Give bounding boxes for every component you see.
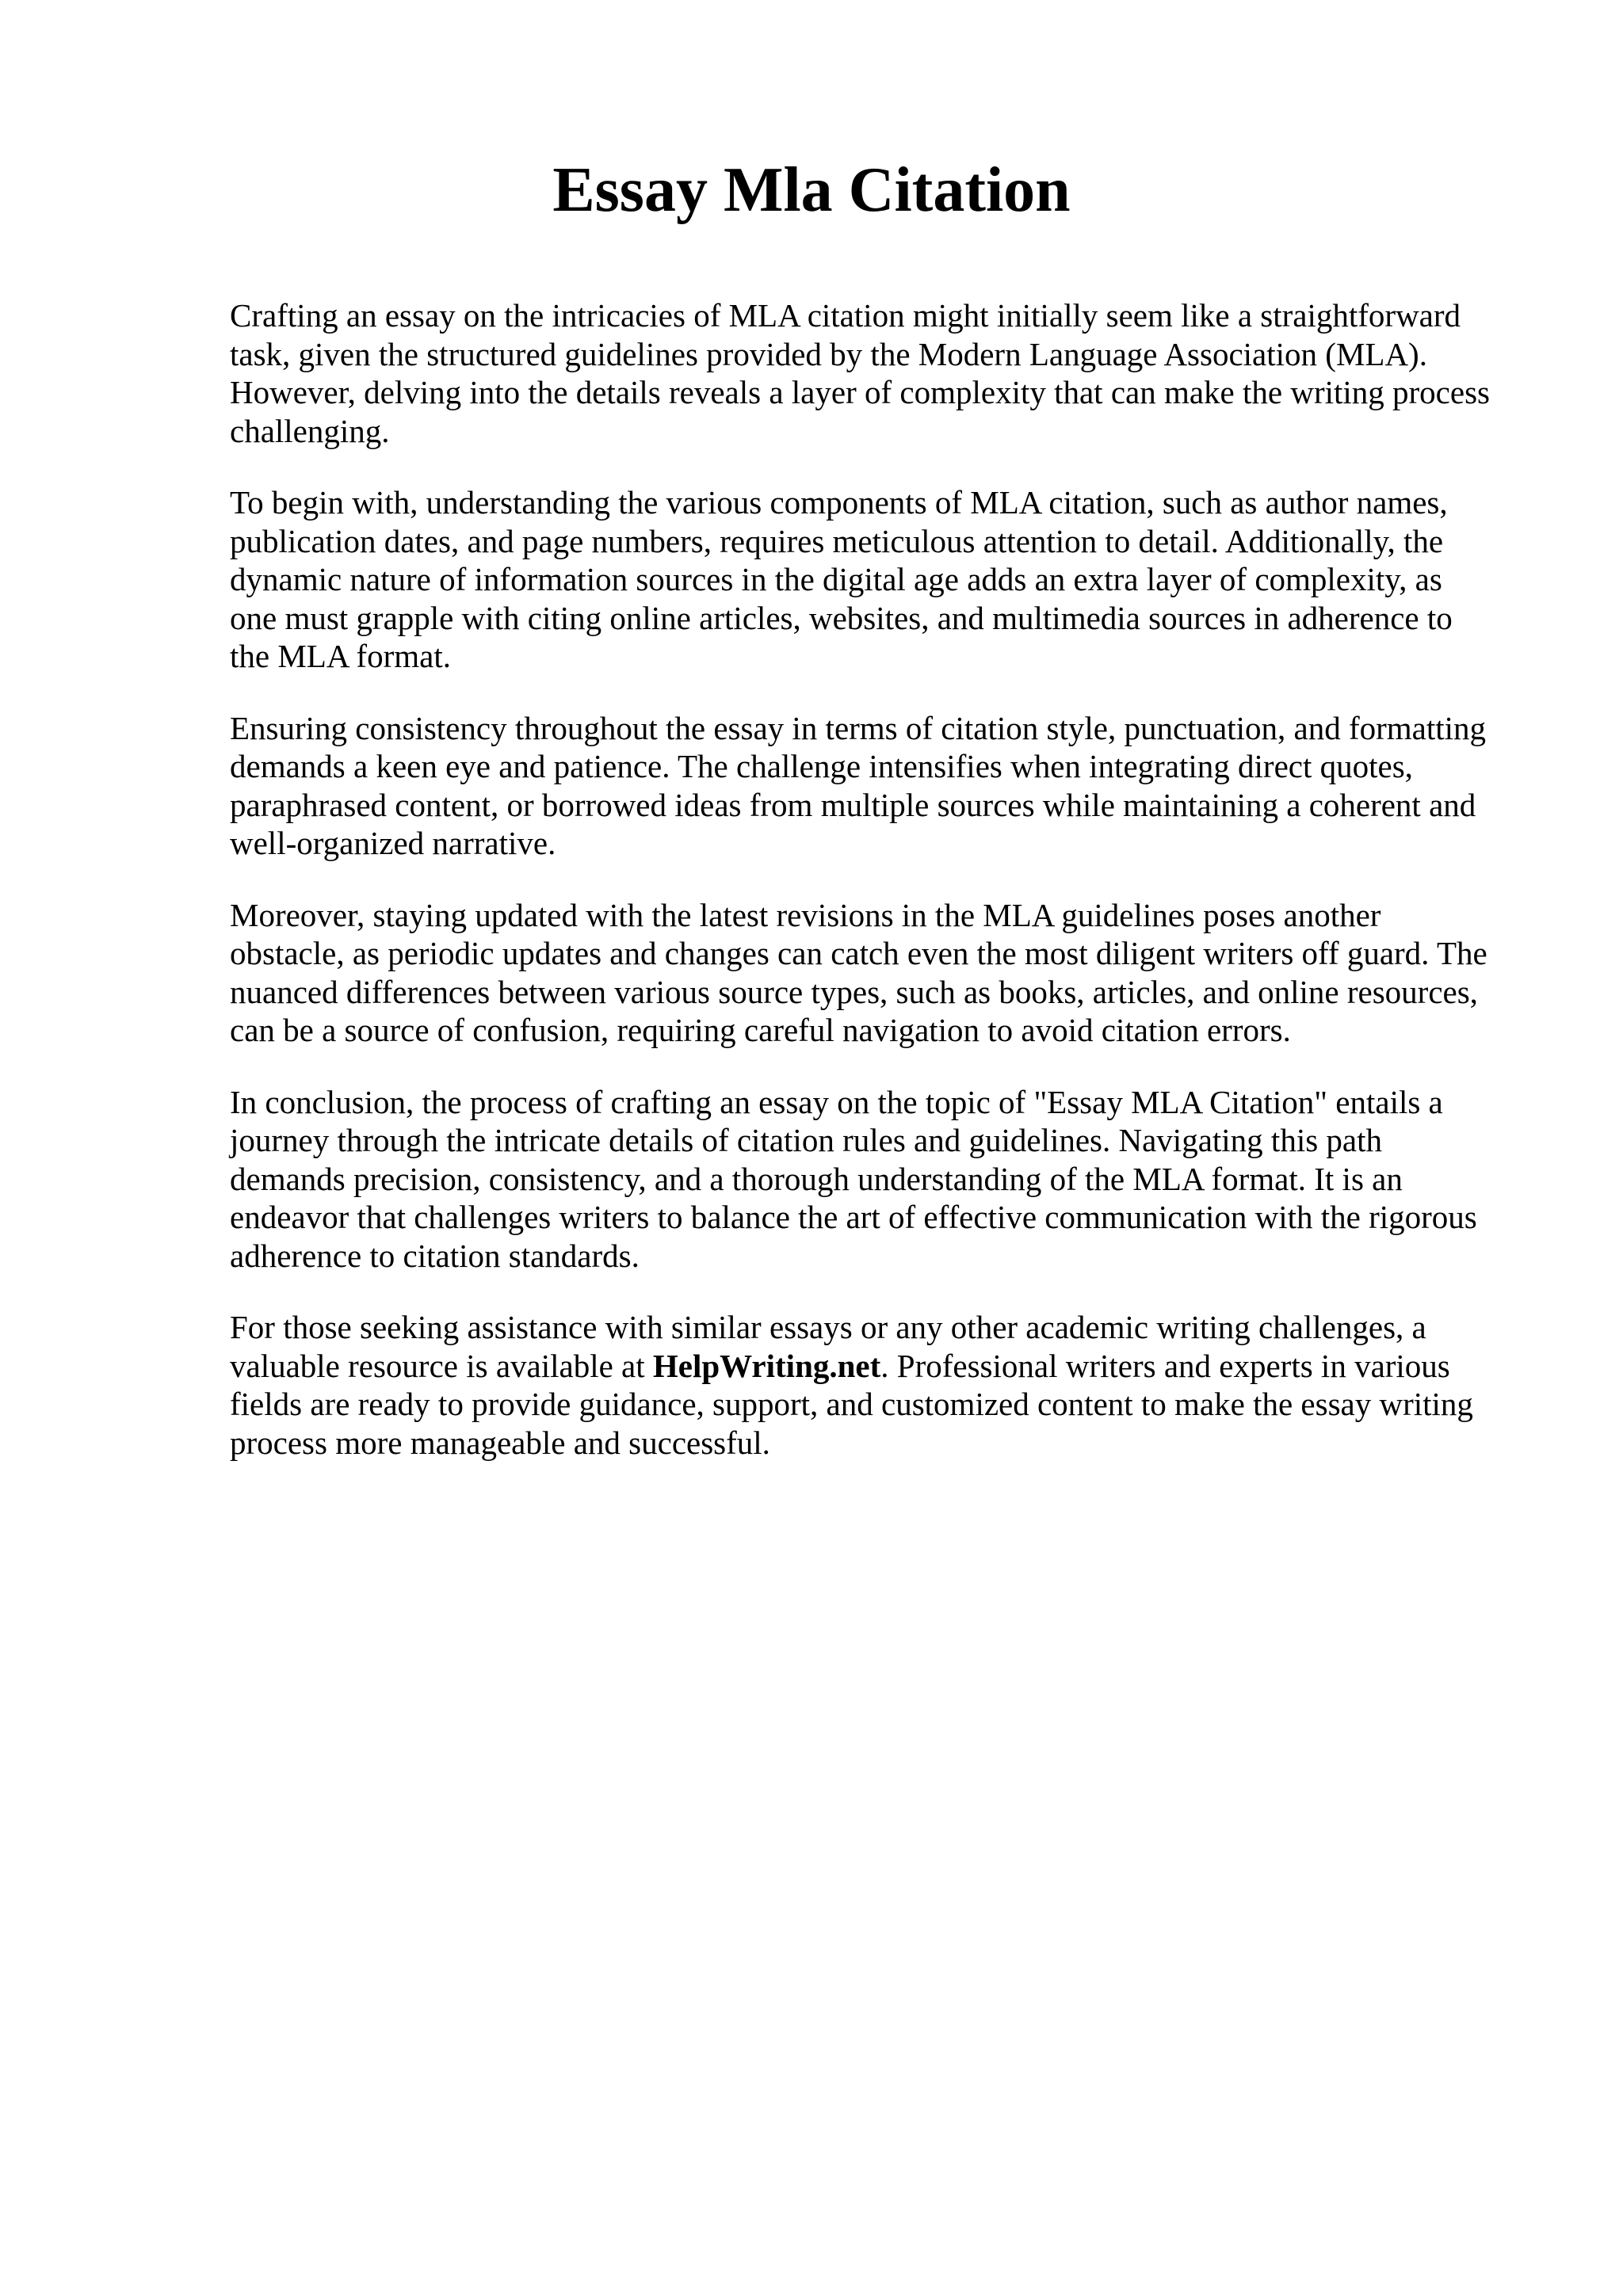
paragraph-line: can be a source of confusion, requiring careful navigation to avoid citation errors. [230, 1012, 1291, 1048]
paragraph-components [230, 483, 1507, 676]
closing-text-before-link: valuable resource is available at [230, 1347, 653, 1384]
paragraph-line: adherence to citation standards. [230, 1237, 640, 1274]
paragraph-consistency [230, 709, 1507, 863]
paragraph-line: Ensuring consistency throughout the essay in terms of citation style, punctuation, and formatting [230, 709, 1487, 746]
paragraph-conclusion [230, 1083, 1507, 1276]
paragraph-intro [230, 296, 1507, 450]
paragraph-line: journey through the intricate details of citation rules and guidelines. Navigating this path [230, 1122, 1382, 1158]
paragraph-line: dynamic nature of information sources in the digital age adds an extra layer of complexity, as [230, 561, 1442, 597]
paragraph-line: the MLA format. [230, 638, 451, 674]
paragraph-line: well-organized narrative. [230, 825, 556, 861]
closing-text-after-link: . Professional writers and experts in various [880, 1347, 1450, 1384]
paragraph-line: publication dates, and page numbers, requires meticulous attention to detail. Additionally, the [230, 522, 1444, 559]
paragraph-line: demands precision, consistency, and a thorough understanding of the MLA format. It is an [230, 1160, 1403, 1197]
document-title: Essay Mla Citation [552, 155, 1071, 225]
paragraph-line: To begin with, understanding the various components of MLA citation, such as author names, [230, 484, 1448, 521]
paragraph-closing [230, 1308, 1507, 1462]
helpwriting-link[interactable]: HelpWriting.net [652, 1347, 881, 1384]
document-body [230, 296, 1507, 1495]
paragraph-line [230, 1347, 1507, 1386]
paragraph-line: one must grapple with citing online articles, websites, and multimedia sources in adherence to [230, 599, 1453, 636]
paragraph-line: demands a keen eye and patience. The challenge intensifies when integrating direct quotes, [230, 748, 1413, 784]
paragraph-line: task, given the structured guidelines provided by the Modern Language Association (MLA). [230, 335, 1427, 372]
paragraph-line: challenging. [230, 412, 390, 449]
paragraph-line: obstacle, as periodic updates and changes can catch even the most diligent writers off guard. The [230, 935, 1487, 971]
paragraph-line: nuanced differences between various source types, such as books, articles, and online resources, [230, 973, 1478, 1010]
paragraph-line: paraphrased content, or borrowed ideas from multiple sources while maintaining a coherent and [230, 786, 1476, 823]
paragraph-line: For those seeking assistance with similar essays or any other academic writing challenges, a [230, 1309, 1426, 1345]
paragraph-line: In conclusion, the process of crafting an essay on the topic of "Essay MLA Citation" entails a [230, 1083, 1443, 1120]
paragraph-line: However, delving into the details reveals a layer of complexity that can make the writing process [230, 374, 1490, 410]
paragraph-line: endeavor that challenges writers to balance the art of effective communication with the rigorous [230, 1199, 1477, 1235]
paragraph-line: Crafting an essay on the intricacies of MLA citation might initially seem like a straightforward [230, 297, 1461, 334]
paragraph-line: Moreover, staying updated with the latest revisions in the MLA guidelines poses another [230, 896, 1381, 933]
paragraph-line: process more manageable and successful. [230, 1424, 770, 1461]
paragraph-updates [230, 896, 1507, 1050]
paragraph-line: fields are ready to provide guidance, support, and customized content to make the essay writing [230, 1386, 1473, 1422]
